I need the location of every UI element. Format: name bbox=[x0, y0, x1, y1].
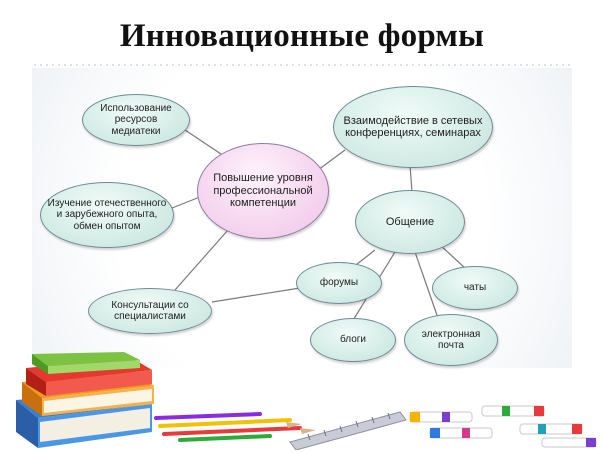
node-media-library: Использование ресурсов медиатеки bbox=[82, 94, 190, 146]
node-chats: чаты bbox=[432, 266, 518, 310]
node-forums: форумы bbox=[296, 262, 382, 304]
books-illustration bbox=[12, 352, 162, 450]
connector-center-consult bbox=[175, 230, 228, 290]
node-experience-study: Изучение отечественного и зарубежного опыта, обмен опытом bbox=[40, 182, 174, 248]
slide-title: Инновационные формы bbox=[119, 18, 485, 54]
connector-center-networks bbox=[318, 150, 345, 170]
node-blogs: блоги bbox=[310, 318, 396, 362]
connector-networks-communication bbox=[410, 165, 412, 192]
node-network-conferences: Взаимодействие в сетевых конференциях, семинарах bbox=[333, 86, 493, 168]
node-professional-competence: Повышение уровня профессиональной компетенции bbox=[197, 143, 329, 239]
connector-consult-forums bbox=[212, 288, 300, 302]
node-specialist-consultations: Консультации со специалистами bbox=[88, 288, 212, 334]
markers-illustration bbox=[402, 398, 602, 452]
connector-communication-chats bbox=[440, 245, 465, 268]
node-communication: Общение bbox=[355, 190, 465, 254]
node-email: электронная почта bbox=[404, 314, 498, 366]
pencils-ruler-illustration bbox=[150, 398, 410, 450]
